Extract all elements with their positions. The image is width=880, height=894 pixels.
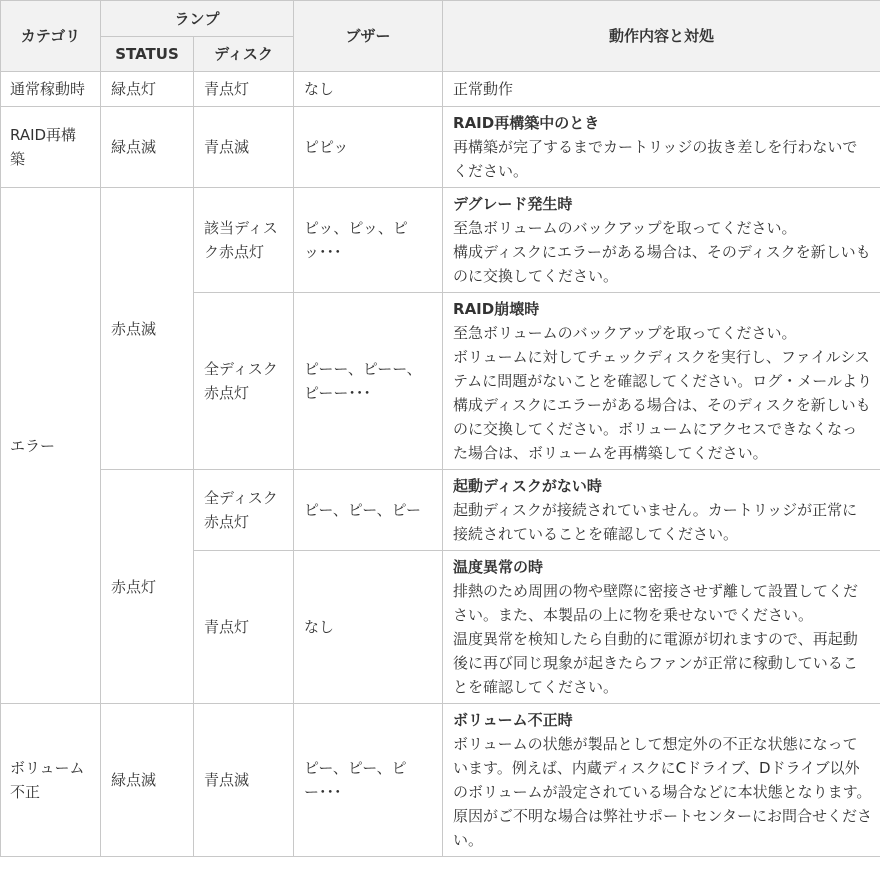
action-cell bbox=[443, 107, 880, 188]
action-cell bbox=[443, 293, 880, 470]
header-status: STATUS bbox=[101, 37, 194, 72]
action-text: 至急ボリュームのバックアップを取ってください。 bbox=[453, 219, 797, 237]
status-lamp-cell: 赤点滅 bbox=[101, 188, 194, 470]
action-text: 排熱のため周囲の物や壁際に密接させず離して設置してください。また、本製品の上に物を乗せないでください。 bbox=[453, 582, 859, 624]
action-cell: 正常動作 bbox=[443, 72, 880, 107]
disk-lamp-cell: 青点滅 bbox=[194, 704, 294, 857]
action-text: 温度異常を検知したら自動的に電源が切れますので、再起動後に再び同じ現象が起きたらファンが正常に稼動していることを確認してください。 bbox=[453, 630, 858, 696]
disk-lamp-cell: 青点灯 bbox=[194, 551, 294, 704]
status-lamp-cell: 赤点灯 bbox=[101, 470, 194, 704]
action-text: 至急ボリュームのバックアップを取ってください。 bbox=[453, 324, 797, 342]
table-row-raid-rebuild bbox=[1, 107, 880, 188]
buzzer-cell: ピッ、ピッ、ピッ･･･ bbox=[294, 188, 443, 293]
disk-lamp-cell: 青点滅 bbox=[194, 107, 294, 188]
action-cell bbox=[443, 470, 880, 551]
action-cell bbox=[443, 188, 880, 293]
action-text: 起動ディスクが接続されていません。カートリッジが正常に接続されていることを確認してください。 bbox=[453, 501, 858, 543]
disk-lamp-cell: 全ディスク赤点灯 bbox=[194, 470, 294, 551]
buzzer-cell: ピーー、ピーー、ピーー･･･ bbox=[294, 293, 443, 470]
action-cell bbox=[443, 704, 880, 857]
header-buzzer: ブザー bbox=[294, 1, 443, 72]
disk-lamp-cell: 青点灯 bbox=[194, 72, 294, 107]
action-text: ボリュームに対してチェックディスクを実行し、ファイルシステムに問題がないことを確認してください。ログ・メールより構成ディスクにエラーがある場合は、そのディスクを新しいものに交換してください。ボリュームにアクセスできなくなった場合は、ボリュームを再構築してください。 bbox=[453, 348, 872, 462]
action-title: ボリューム不正時 bbox=[453, 711, 573, 729]
action-text: ボリュームの状態が製品として想定外の不正な状態になっています。例えば、内蔵ディスクにCドライブ、Dドライブ以外のボリュームが設定されている場合などに本状態となります。原因がご不明な場合は弊社サポートセンターにお問合せください。 bbox=[453, 735, 872, 849]
status-lamp-cell: 緑点滅 bbox=[101, 704, 194, 857]
action-text: 再構築が完了するまでカートリッジの抜き差しを行わないでください。 bbox=[453, 138, 858, 180]
table-row-degrade bbox=[1, 188, 880, 293]
action-cell bbox=[443, 551, 880, 704]
header-disk: ディスク bbox=[194, 37, 294, 72]
status-lamp-cell: 緑点灯 bbox=[101, 72, 194, 107]
buzzer-cell: ピー、ピー、ピー bbox=[294, 470, 443, 551]
table-row-volume-invalid bbox=[1, 704, 880, 857]
header-lamp: ランプ bbox=[101, 1, 294, 37]
category-cell: エラー bbox=[1, 188, 101, 704]
action-title: RAID崩壊時 bbox=[453, 300, 540, 318]
header-category: カテゴリ bbox=[1, 1, 101, 72]
category-cell: 通常稼動時 bbox=[1, 72, 101, 107]
action-title: 温度異常の時 bbox=[453, 558, 544, 576]
status-lamp-cell: 緑点滅 bbox=[101, 107, 194, 188]
table-row-no-boot-disk bbox=[1, 470, 880, 551]
buzzer-cell: ピー、ピー、ピー･･･ bbox=[294, 704, 443, 857]
action-text: 構成ディスクにエラーがある場合は、そのディスクを新しいものに交換してください。 bbox=[453, 243, 871, 285]
buzzer-cell: なし bbox=[294, 551, 443, 704]
header-action: 動作内容と対処 bbox=[443, 1, 880, 72]
buzzer-cell: なし bbox=[294, 72, 443, 107]
action-title: デグレード発生時 bbox=[453, 195, 573, 213]
disk-lamp-cell: 該当ディスク赤点灯 bbox=[194, 188, 294, 293]
category-cell: ボリューム不正 bbox=[1, 704, 101, 857]
disk-lamp-cell: 全ディスク赤点灯 bbox=[194, 293, 294, 470]
buzzer-cell: ピピッ bbox=[294, 107, 443, 188]
action-title: RAID再構築中のとき bbox=[453, 114, 600, 132]
table-row-normal bbox=[1, 72, 880, 107]
action-title: 起動ディスクがない時 bbox=[453, 477, 602, 495]
category-cell: RAID再構築 bbox=[1, 107, 101, 188]
